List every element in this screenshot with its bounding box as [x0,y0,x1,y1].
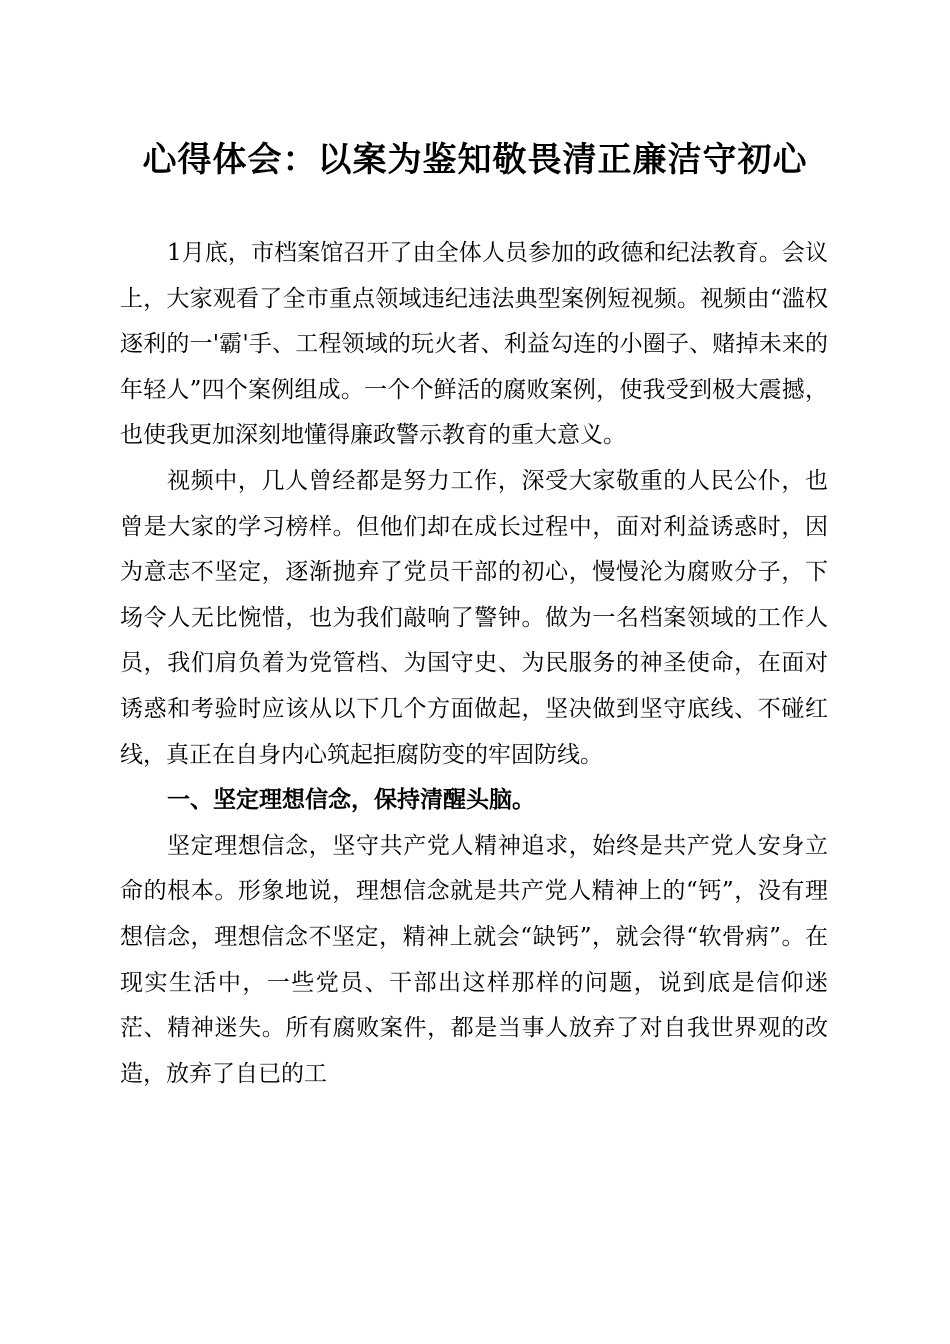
paragraph-video-reflection: 视频中，几人曾经都是努力工作，深受大家敬重的人民公仆，也曾是大家的学习榜样。但他们却在成长过程中，面对利益诱惑时，因为意志不坚定，逐渐抛弃了党员干部的初心，慢慢沦为腐败分子，下场令人无比惋惜，也为我们敲响了警钟。做为一名档案领域的工作人员，我们肩负着为党管档、为国守史、为民服务的神圣使命，在面对诱惑和考验时应该从以下几个方面做起，坚决做到坚守底线、不碰红线，真正在自身内心筑起拒腐防变的牢固防线。 [120,467,828,768]
document-title: 心得体会：以案为鉴知敬畏清正廉洁守初心 [142,140,808,180]
paragraph-intro: 1月底，市档案馆召开了由全体人员参加的政德和纪法教育。会议上，大家观看了全市重点领域违纪违法典型案例短视频。视频由“滥权逐利的一'霸'手、工程领域的玩火者、利益勾连的小圈子、赌掉未来的年轻人”四个案例组成。一个个鲜活的腐败案例，使我受到极大震撼，也使我更加深刻地懂得廉政警示教育的重大意义。 [120,240,828,449]
document-body [120,231,828,1097]
section-heading: 一、坚定理想信念，保持清醒头脑。 [167,787,535,814]
paragraph-section-one: 坚定理想信念，坚守共产党人精神追求，始终是共产党人安身立命的根本。形象地说，理想信念就是共产党人精神上的“钙”，没有理想信念，理想信念不坚定，精神上就会“缺钙”，就会得“软骨病”。在现实生活中，一些党员、干部出这样那样的问题，说到底是信仰迷茫、精神迷失。所有腐败案件，都是当事人放弃了对自我世界观的改造，放弃了自已的工 [120,832,828,1087]
